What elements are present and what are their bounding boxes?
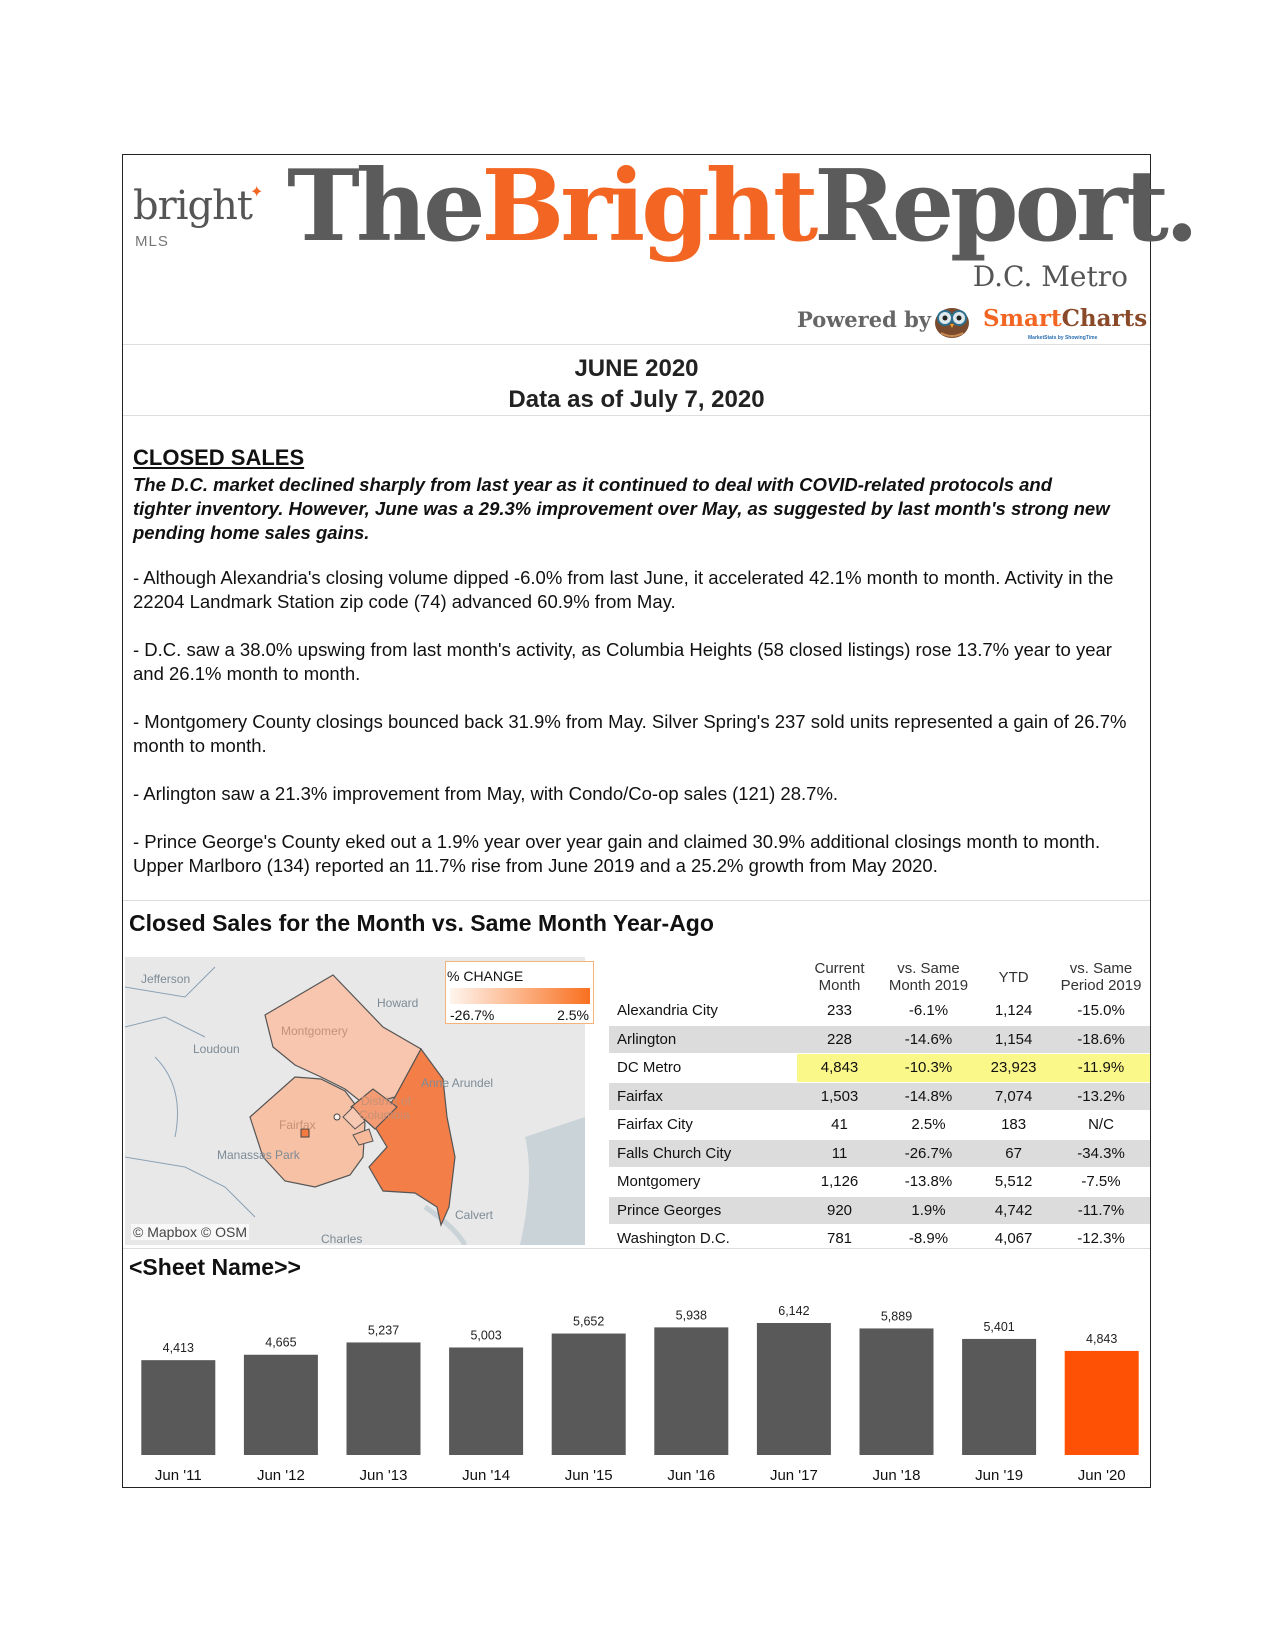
area-name: DC Metro [609,1054,797,1083]
map-label: Howard [377,996,419,1010]
masthead-the: The [287,149,482,264]
bullet-item: - Although Alexandria's closing volume dipped -6.0% from last June, it accelerated 42.1% month to month. Activity in the 22204 Landmark Station zip code (74) advanced 60.9% from May. [133,567,1114,612]
bar-value-label: 4,413 [162,1341,194,1356]
report-period [123,353,1150,415]
smartcharts-charts: Charts [1061,305,1148,332]
ytd-value: 23,923 [975,1054,1052,1083]
ytd-value: 7,074 [975,1082,1052,1111]
divider [123,344,1150,345]
vs-month-value: -14.8% [882,1082,975,1111]
vs-period-value: -11.9% [1052,1054,1150,1083]
category-label: Jun '14 [462,1467,511,1484]
category-label: Jun '20 [1077,1467,1126,1484]
closed-sales-bar-chart [123,1293,1149,1489]
map-label: Montgomery [281,1024,348,1038]
map-label: Columbia [359,1108,410,1122]
county-falls-church[interactable] [334,1114,340,1120]
map-label: Jefferson [141,972,191,986]
bar-value-label: 5,401 [983,1319,1015,1334]
powered-by-label: Powered by [797,307,931,332]
current-month-value: 11 [797,1139,882,1168]
column-header [609,957,797,997]
chart-bar[interactable] [552,1334,626,1455]
chart-bar[interactable] [347,1342,421,1455]
vs-month-value: -10.3% [882,1054,975,1083]
chart-bar[interactable] [141,1360,215,1455]
current-month-value: 1,126 [797,1168,882,1197]
masthead-report: Report. [814,149,1195,264]
legend-min: -26.7% [450,1007,495,1023]
category-label: Jun '16 [667,1467,716,1484]
bar-value-label: 4,665 [265,1335,297,1350]
ytd-value: 67 [975,1139,1052,1168]
ytd-value: 1,154 [975,1025,1052,1054]
legend-gradient [450,988,590,1004]
spark-icon: ✦ [249,182,263,201]
column-header: YTD [998,968,1029,986]
data-as-of: Data as of July 7, 2020 [508,386,765,413]
category-label: Jun '12 [256,1467,305,1484]
masthead-bright: Bright [481,149,815,264]
map-label: Fairfax [279,1118,316,1132]
bullet-item: - Arlington saw a 21.3% improvement from May, with Condo/Co-op sales (121) 28.7%. [133,783,839,804]
ytd-value: 4,742 [975,1196,1052,1225]
table-row [609,1082,1150,1111]
chart-bar[interactable] [860,1328,934,1455]
vs-period-value: -15.0% [1052,997,1150,1025]
current-month-value: 228 [797,1025,882,1054]
region-label: D.C. Metro [972,260,1128,293]
map-legend [445,961,594,1024]
vs-period-value: N/C [1052,1111,1150,1140]
map-label: Loudoun [193,1042,240,1056]
map-label: Manassas Park [217,1148,300,1162]
map-label: Anne Arundel [421,1076,494,1090]
owl-icon [933,303,971,339]
bright-mls-logo [133,183,264,229]
current-month-value: 233 [797,997,882,1025]
divider [123,1248,1150,1249]
bar-value-label: 5,003 [470,1328,502,1343]
vs-period-value: -18.6% [1052,1025,1150,1054]
area-name: Washington D.C. [609,1225,797,1254]
table-row [609,1196,1150,1225]
masthead-title [287,149,1195,264]
bar-value-label: 6,142 [778,1304,810,1318]
category-label: Jun '18 [872,1467,921,1484]
table-header-row [609,957,1150,997]
bar-value-label: 5,652 [573,1314,605,1329]
bar-value-label: 5,237 [367,1323,400,1338]
brand-sub-text: MLS [135,233,169,250]
closed-sales-heading: CLOSED SALES [133,445,305,470]
table-row [609,1111,1150,1140]
comparison-title: Closed Sales for the Month vs. Same Month Year-Ago [129,910,714,936]
bullet-item: - Montgomery County closings bounced back 31.9% from May. Silver Spring's 237 sold units represented a gain of 26.7% month to month. [133,711,1127,756]
map-label: District of [361,1094,412,1108]
chart-bar[interactable] [757,1323,831,1455]
vs-period-value: -13.2% [1052,1082,1150,1111]
bar-value-label: 5,938 [675,1308,707,1323]
column-header: vs. Same Month 2019 [888,960,969,994]
current-month-value: 920 [797,1196,882,1225]
current-month-value: 781 [797,1225,882,1254]
ytd-value: 4,067 [975,1225,1052,1254]
vs-period-value: -34.3% [1052,1139,1150,1168]
category-label: Jun '19 [975,1467,1024,1484]
current-month-value: 4,843 [797,1054,882,1083]
closed-sales-bullets [133,566,1133,902]
smartcharts-smart: Smart [983,305,1062,332]
vs-period-value: -12.3% [1052,1225,1150,1254]
vs-month-value: 2.5% [882,1111,975,1140]
table-row [609,997,1150,1025]
vs-month-value: -14.6% [882,1025,975,1054]
category-label: Jun '11 [154,1467,202,1484]
area-name: Montgomery [609,1168,797,1197]
vs-month-value: 1.9% [882,1196,975,1225]
smartcharts-logo [983,305,1147,332]
vs-month-value: -6.1% [882,997,975,1025]
chart-bar[interactable] [654,1327,728,1455]
report-month: JUNE 2020 [574,355,699,382]
brand-small-text: bright [133,183,252,229]
area-name: Falls Church City [609,1139,797,1168]
ytd-value: 1,124 [975,997,1052,1025]
area-name: Fairfax [609,1082,797,1111]
table-row [609,1168,1150,1197]
map-label: Calvert [455,1208,494,1222]
map-attribution[interactable]: © Mapbox © OSM [133,1224,247,1240]
bar-value-label: 4,843 [1086,1331,1118,1346]
category-label: Jun '17 [769,1467,818,1484]
vs-month-value: -13.8% [882,1168,975,1197]
bullet-item: - D.C. saw a 38.0% upswing from last month's activity, as Columbia Heights (58 closed listings) rose 13.7% year to year and 26.1% month to month. [133,639,1112,684]
divider [123,900,1150,901]
column-header: vs. Same Period 2019 [1060,960,1142,994]
area-name: Prince Georges [609,1196,797,1225]
report-page [122,149,1195,1488]
bar-value-label: 5,889 [880,1309,913,1324]
legend-max: 2.5% [557,1007,589,1023]
vs-month-value: -26.7% [882,1139,975,1168]
table-row [609,1139,1150,1168]
vs-period-value: -7.5% [1052,1168,1150,1197]
closed-sales-table [609,957,1150,1254]
category-label: Jun '13 [359,1467,408,1484]
chart-bar[interactable] [449,1347,523,1455]
divider [123,415,1150,416]
legend-title: % CHANGE [447,968,524,984]
closed-sales-lead: The D.C. market declined sharply from last year as it continued to deal with COVID-related protocols and tighter inventory. However, June was a 29.3% improvement over May, as suggested by last month's strong new pending home sales gains. [133,474,1110,543]
bullet-item: - Prince George's County eked out a 1.9% year over year gain and claimed 30.9% additional closings month to month. Upper Marlboro (134) reported an 11.7% rise from June 2019 and a 25.2% growth from May 2020. [133,831,1101,876]
table-row [609,1054,1150,1083]
ytd-value: 183 [975,1111,1052,1140]
table-row [609,1025,1150,1054]
category-label: Jun '15 [564,1467,613,1484]
smartcharts-tagline: MarketStats by ShowingTime [1028,335,1098,341]
sheet-title: <Sheet Name>> [129,1254,301,1280]
vs-period-value: -11.7% [1052,1196,1150,1225]
ytd-value: 5,512 [975,1168,1052,1197]
map-label: Charles [321,1232,363,1245]
vs-month-value: -8.9% [882,1225,975,1254]
current-month-value: 1,503 [797,1082,882,1111]
chart-bar[interactable] [244,1355,318,1455]
area-name: Arlington [609,1025,797,1054]
current-month-value: 41 [797,1111,882,1140]
area-name: Fairfax City [609,1111,797,1140]
chart-bar[interactable] [962,1339,1036,1455]
column-header: Current Month [814,960,865,994]
area-name: Alexandria City [609,997,797,1025]
chart-bar[interactable] [1065,1351,1139,1455]
